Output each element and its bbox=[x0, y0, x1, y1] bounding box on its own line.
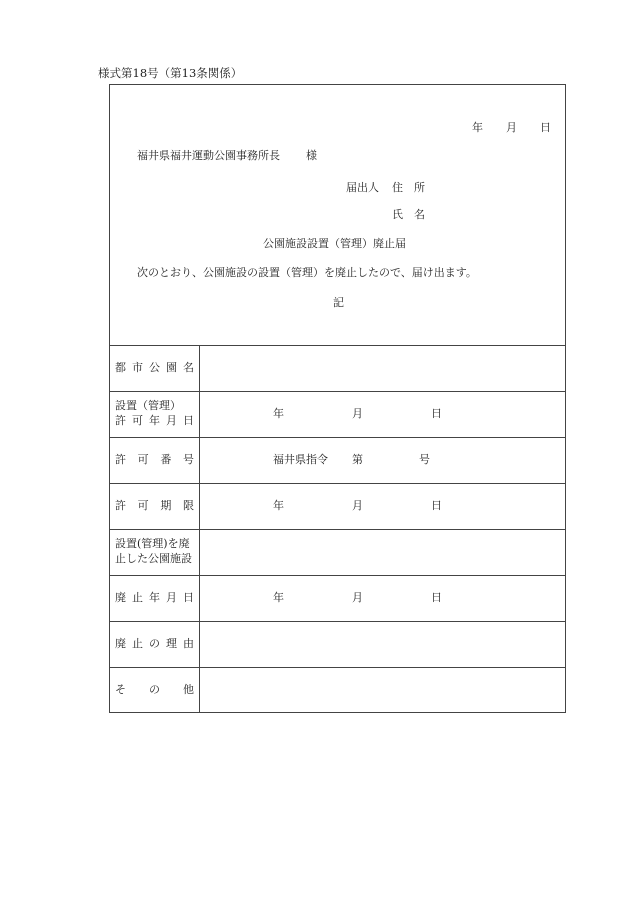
applicant-label: 届出人 bbox=[346, 181, 379, 194]
row-label-abolition-date: 廃 止 年 月 日 bbox=[115, 591, 194, 604]
row-label-park-name: 都 市 公 園 名 bbox=[115, 361, 194, 374]
address-label: 住 所 bbox=[392, 181, 425, 194]
row-label-permit-deadline: 許 可 期 限 bbox=[115, 499, 194, 512]
row-label-permit-number: 許 可 番 号 bbox=[115, 453, 194, 466]
row-divider bbox=[109, 575, 566, 576]
abolition-date-value: 年 月 日 bbox=[273, 591, 442, 604]
permit-number-value: 福井県指令 第 号 bbox=[273, 453, 430, 466]
row-divider bbox=[109, 529, 566, 530]
row-label-permit-date-line2: 許 可 年 月 日 bbox=[115, 414, 194, 427]
row-divider bbox=[109, 437, 566, 438]
row-label-abolished-facility-line1: 設置(管理)を廃 bbox=[115, 537, 190, 550]
row-label-abolished-facility-line2: 止した公園施設 bbox=[115, 552, 192, 565]
row-label-other: そ の 他 bbox=[115, 683, 194, 696]
row-divider bbox=[109, 391, 566, 392]
table-top-border bbox=[109, 345, 566, 346]
date-day-label: 日 bbox=[540, 121, 551, 134]
ki-label: 記 bbox=[333, 296, 344, 309]
row-divider bbox=[109, 667, 566, 668]
permit-deadline-value: 年 月 日 bbox=[273, 499, 442, 512]
row-divider bbox=[109, 483, 566, 484]
addressee: 福井県福井運動公園事務所長 bbox=[137, 149, 280, 162]
document-title: 公園施設設置（管理）廃止届 bbox=[263, 237, 406, 250]
row-label-permit-date-line1: 設置（管理） bbox=[115, 399, 181, 412]
body-text: 次のとおり、公園施設の設置（管理）を廃止したので、届け出ます。 bbox=[137, 266, 477, 279]
permit-date-value: 年 月 日 bbox=[273, 407, 442, 420]
row-divider bbox=[109, 621, 566, 622]
addressee-honorific: 様 bbox=[306, 149, 317, 162]
date-year-label: 年 bbox=[472, 121, 483, 134]
name-label: 氏 名 bbox=[392, 208, 425, 221]
date-month-label: 月 bbox=[506, 121, 517, 134]
row-label-abolition-reason: 廃 止 の 理 由 bbox=[115, 637, 194, 650]
label-column-divider bbox=[199, 345, 200, 713]
form-number: 様式第18号（第13条関係） bbox=[98, 66, 243, 80]
